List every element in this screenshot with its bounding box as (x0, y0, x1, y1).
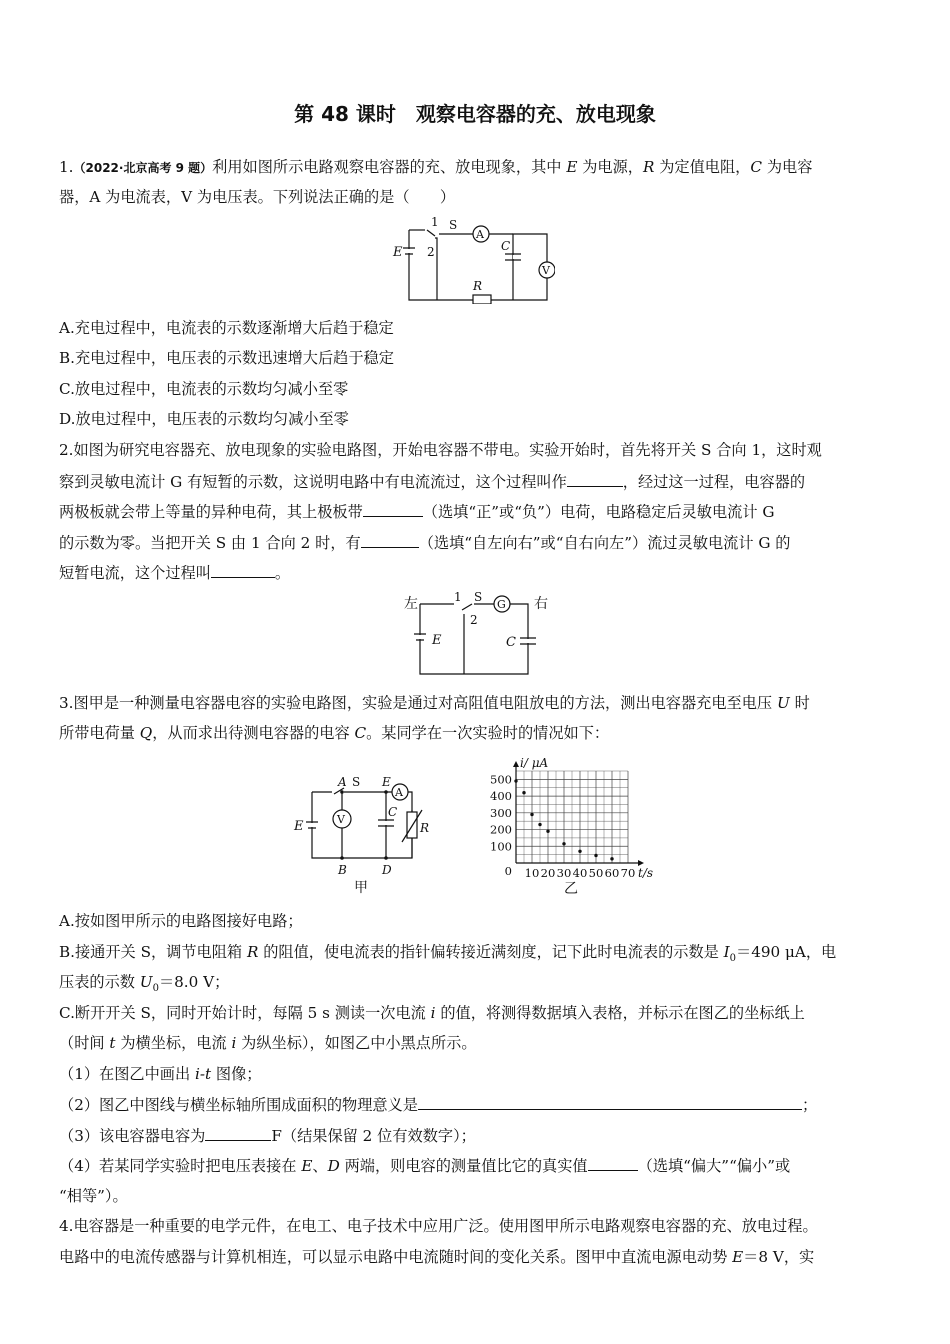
chart-y-axis-label: i/ μA (520, 756, 549, 770)
q3-step-c-1: C.断开开关 S，同时开始计时，每隔 5 s 测读一次电流 i 的值，将测得数据填入表格，并标示在图乙的坐标纸上 (59, 1004, 805, 1022)
svg-text:1: 1 (431, 215, 439, 229)
svg-text:2: 2 (427, 245, 435, 259)
q1-option-a: A.充电过程中，电流表的示数逐渐增大后趋于稳定 (59, 319, 394, 337)
q3-chart-yi (478, 755, 663, 895)
data-point (578, 850, 581, 853)
q3-step-b-1: B.接通开关 S，调节电阻箱 R 的阻值，使电流表的指针偏转接近满刻度，记下此时电流表的示数是 $I_0=490$ μA，电 (59, 943, 837, 965)
q1-option-d: D.放电过程中，电压表的示数均匀减小至零 (59, 410, 349, 428)
data-point (610, 857, 613, 860)
data-point (514, 779, 517, 782)
svg-text:C: C (506, 635, 516, 650)
q1-option-b: B.充电过程中，电压表的示数迅速增大后趋于稳定 (59, 349, 394, 367)
answer-blank (418, 1094, 802, 1110)
y-tick-label: 400 (490, 789, 512, 804)
q2-line-1: 2.如图为研究电容器充、放电现象的实验电路图，开始电容器不带电。实验开始时，首先将开关 S 合向 1，这时观 (59, 441, 822, 459)
svg-text:R: R (420, 821, 430, 835)
q3-circuit-jia (288, 770, 438, 895)
svg-text:V: V (542, 264, 550, 277)
y-tick-label: 300 (490, 805, 512, 820)
svg-text:G: G (497, 598, 506, 611)
x-tick-label: 60 (604, 866, 620, 880)
q1-line-1: 1.（2022·北京高考 9 题）利用如图所示电路观察电容器的充、放电现象，其中 E 为电源，R 为定值电阻，C 为电容 (59, 158, 813, 176)
svg-text:V: V (337, 813, 345, 826)
svg-text:B: B (338, 863, 347, 877)
data-point (530, 813, 533, 816)
y-tick-label: 200 (490, 822, 512, 837)
q1-option-c: C.放电过程中，电流表的示数均匀减小至零 (59, 380, 349, 398)
svg-text:R: R (473, 279, 483, 293)
q3-sub-4-cont: “相等”）。 (59, 1187, 128, 1205)
answer-blank (211, 562, 275, 578)
x-tick-label: 50 (588, 866, 604, 880)
q4-line-1: 4.电容器是一种重要的电学元件，在电工、电子技术中应用广泛。使用图甲所示电路观察电容器的充、放电过程。 (59, 1217, 818, 1235)
chart-x-axis-label: t/s (638, 866, 654, 880)
svg-text:E: E (294, 819, 304, 834)
svg-text:D: D (382, 863, 392, 877)
q2-line-5: 短暂电流，这个过程叫 。 (59, 564, 291, 582)
svg-text:右: 右 (534, 596, 548, 612)
chart-ticks (490, 772, 635, 880)
q4-line-2: 电路中的电流传感器与计算机相连，可以显示电路中电流随时间的变化关系。图甲中直流电源电动势 E＝8 V，实 (59, 1248, 815, 1266)
svg-text:A: A (338, 775, 347, 789)
svg-text:S: S (474, 590, 483, 604)
y-tick-label: 100 (490, 839, 512, 854)
answer-blank (205, 1125, 271, 1141)
q3-line-2: 所带电荷量 Q，从而求出待测电容器的电容 C。某同学在一次实验时的情况如下： (59, 724, 610, 742)
svg-text:甲: 甲 (354, 880, 368, 895)
q3-step-c-2: （时间 t 为横坐标，电流 i 为纵坐标），如图乙中小黑点所示。 (59, 1034, 477, 1052)
data-point (594, 854, 597, 857)
x-tick-label: 70 (620, 866, 636, 880)
svg-text:1: 1 (454, 590, 462, 604)
svg-text:C: C (388, 805, 398, 819)
data-point (538, 823, 541, 826)
answer-blank (567, 471, 623, 487)
data-point (546, 830, 549, 833)
chart-caption: 乙 (564, 881, 578, 895)
svg-text:E: E (393, 245, 403, 260)
q3-sub-4: （4）若某同学实验时把电压表接在 E、D 两端，则电容的测量值比它的真实值 （选填“偏大”“偏小”或 (59, 1157, 791, 1175)
q3-sub-2: （2）图乙中图线与横坐标轴所围成面积的物理意义是 ； (59, 1096, 818, 1114)
data-point (522, 791, 525, 794)
q2-line-2: 察到灵敏电流计 G 有短暂的示数，这说明电路中有电流流过，这个过程叫作 ，经过这一过程，电容器的 (59, 473, 806, 491)
x-tick-label: 30 (556, 866, 572, 880)
svg-text:A: A (395, 786, 403, 799)
answer-blank (588, 1155, 638, 1171)
svg-text:A: A (476, 228, 484, 241)
svg-text:S: S (449, 218, 458, 232)
svg-text:左: 左 (404, 596, 418, 612)
x-tick-label: 10 (524, 866, 540, 880)
x-tick-label: 20 (540, 866, 556, 880)
page-title: 第 48 课时 观察电容器的充、放电现象 (294, 102, 656, 126)
svg-text:2: 2 (470, 613, 478, 627)
origin-label: 0 (504, 864, 512, 878)
answer-blank (361, 532, 419, 548)
q3-line-1: 3.图甲是一种测量电容器电容的实验电路图，实验是通过对高阻值电阻放电的方法，测出电容器充电至电压 U 时 (59, 694, 810, 712)
q3-step-b-2: 压表的示数 $U_0=8.0$ V； (59, 973, 230, 995)
q1-line-2: 器，A 为电流表，V 为电压表。下列说法正确的是（ ） (59, 188, 456, 206)
q3-sub-3: （3）该电容器电容为 F（结果保留 2 位有效数字）； (59, 1127, 476, 1145)
chart-grid (516, 771, 628, 863)
svg-text:S: S (352, 775, 361, 789)
y-axis-arrow (513, 761, 519, 767)
answer-blank (363, 501, 423, 517)
svg-text:E: E (432, 633, 442, 648)
svg-text:C: C (501, 239, 511, 253)
q2-circuit-figure (400, 590, 560, 680)
q2-line-4: 的示数为零。当把开关 S 由 1 合向 2 时，有 （选填“自左向右”或“自右向左”）流过灵敏电流计 G 的 (59, 534, 791, 552)
svg-text:E: E (382, 775, 391, 789)
q3-step-a: A.按如图甲所示的电路图接好电路； (59, 912, 303, 930)
q2-line-3: 两极板就会带上等量的异种电荷，其上极板带 （选填“正”或“负”）电荷，电路稳定后灵敏电流计 G (59, 503, 775, 521)
y-tick-label: 500 (490, 772, 512, 787)
q1-circuit-figure (385, 212, 555, 304)
data-point (562, 842, 565, 845)
q3-sub-1: （1）在图乙中画出 i-t 图像； (59, 1065, 262, 1083)
q1-source: （2022·北京高考 9 题） (73, 161, 213, 175)
x-tick-label: 40 (572, 866, 588, 880)
